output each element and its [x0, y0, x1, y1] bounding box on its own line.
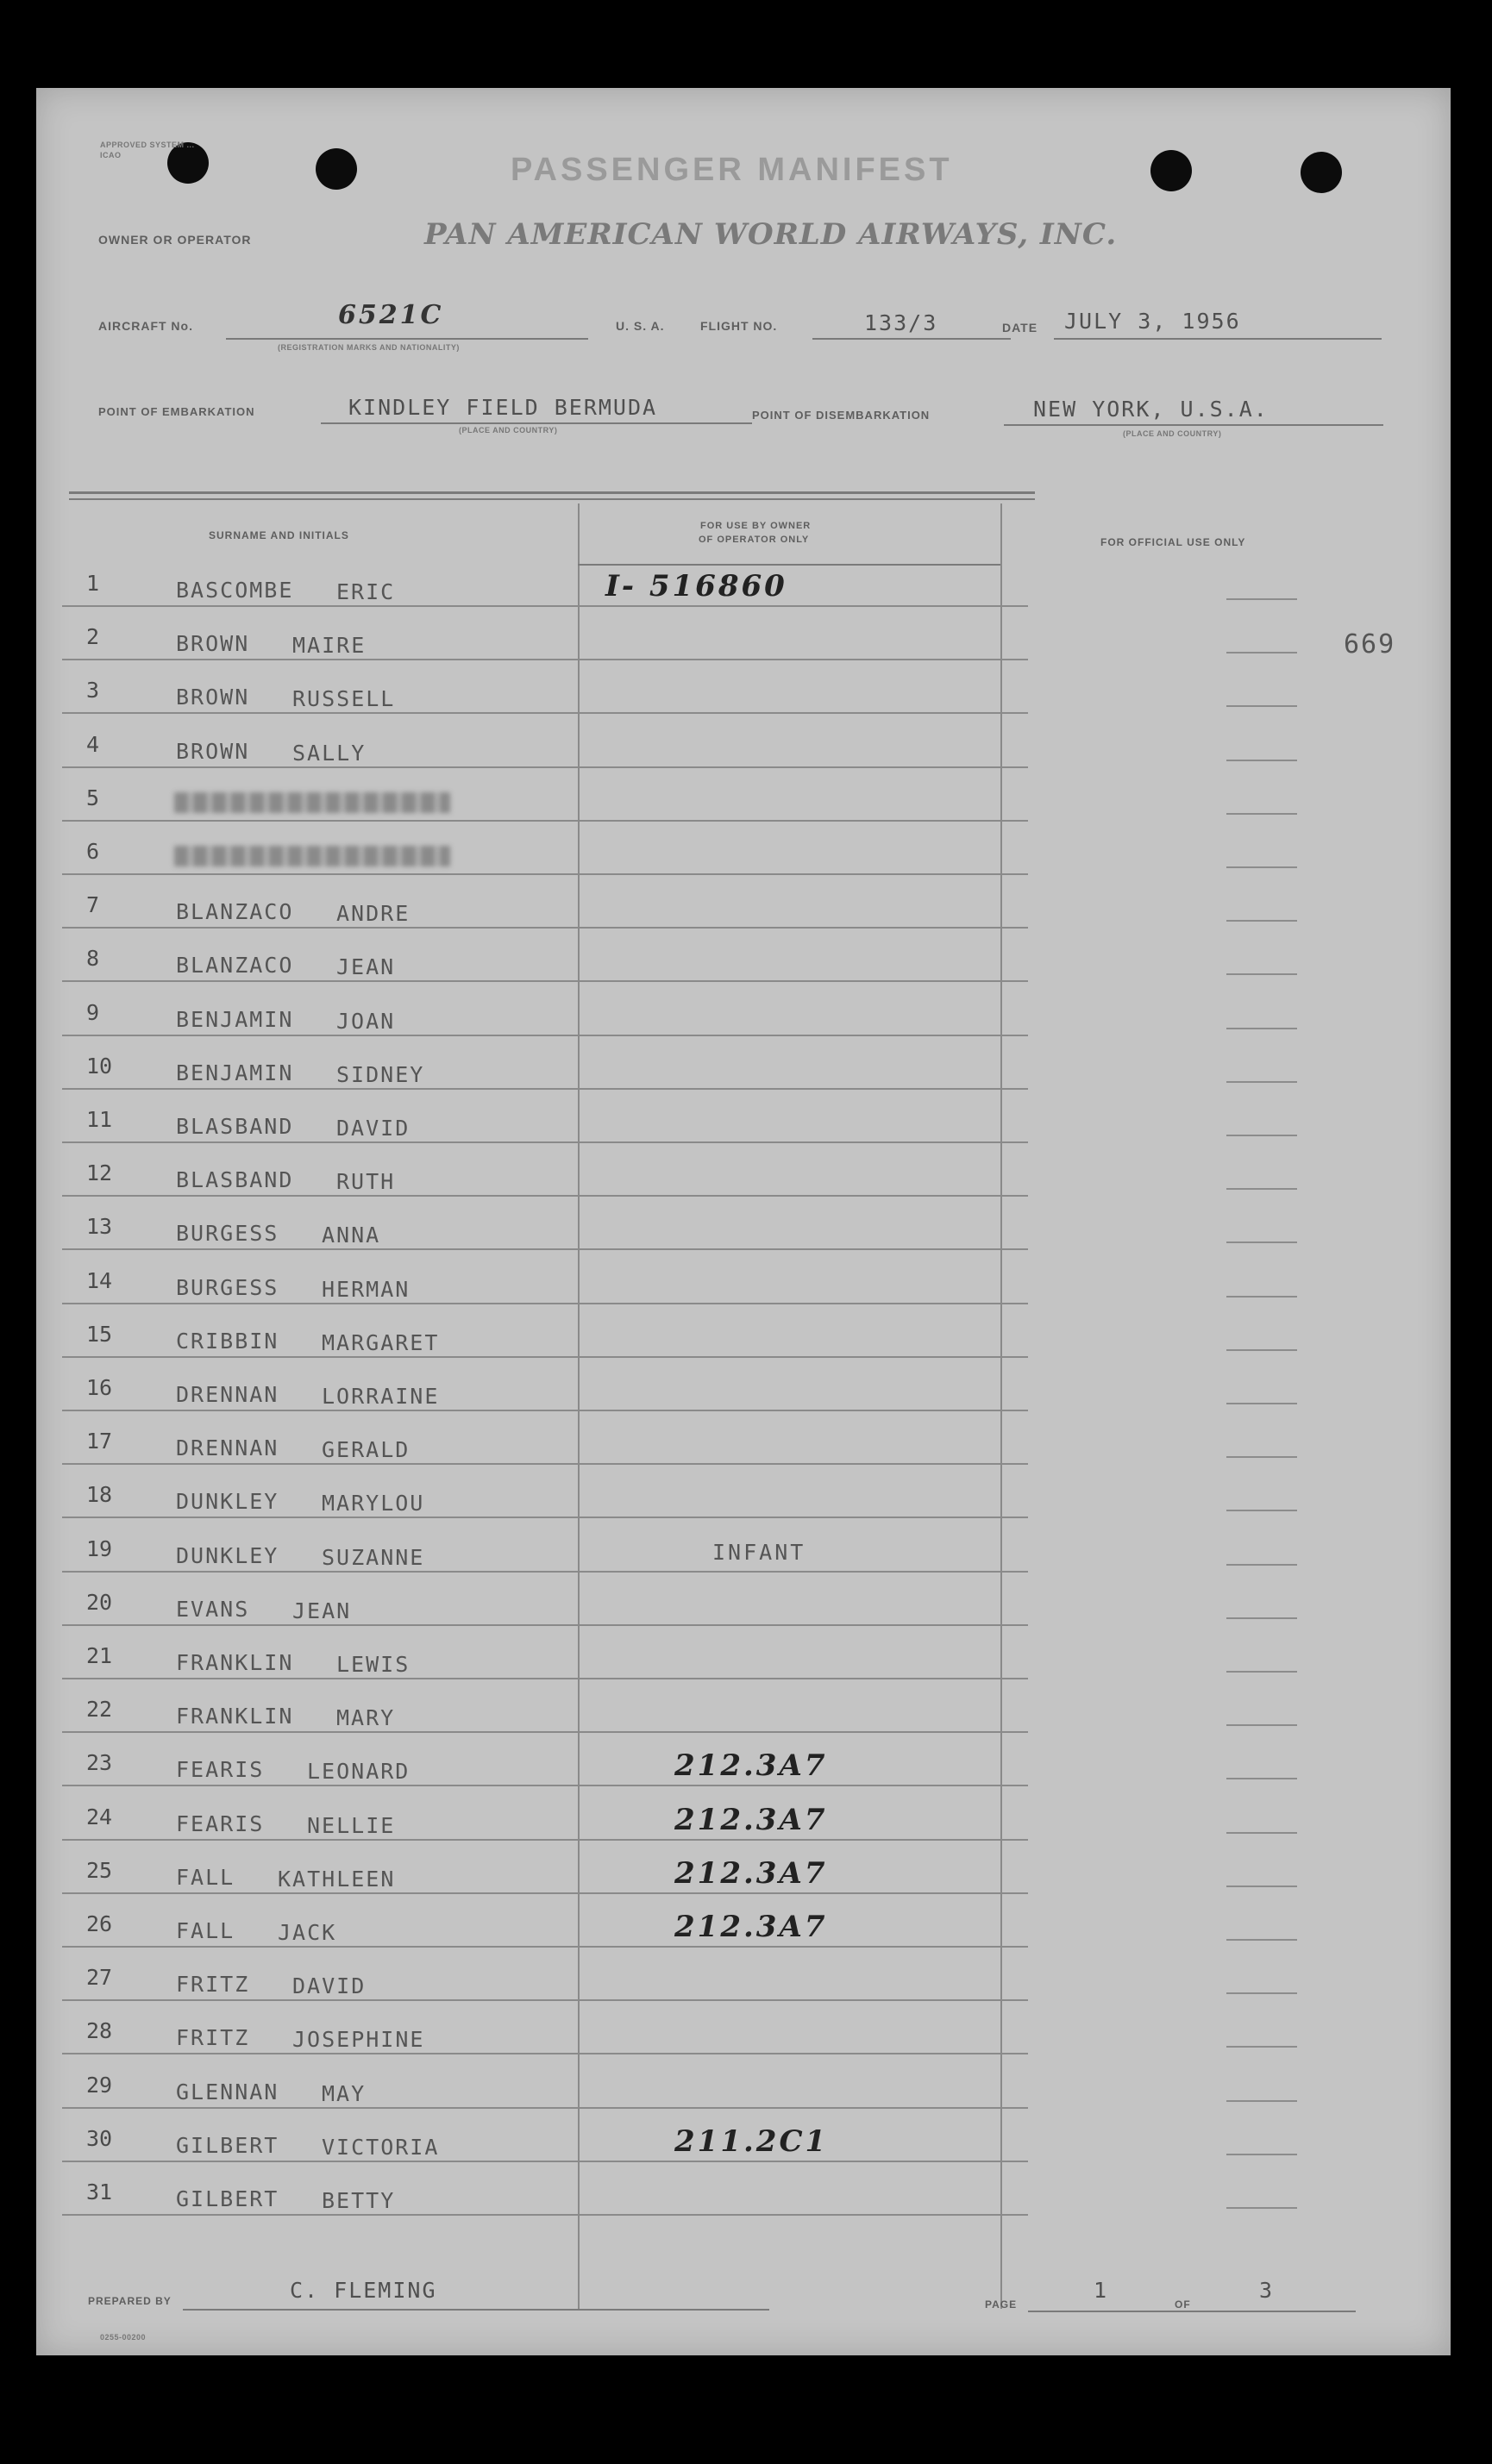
row-rule: [62, 1571, 1028, 1573]
passenger-given-name: VICTORIA: [322, 2134, 440, 2160]
official-use-dash: [1226, 813, 1297, 815]
official-use-dash: [1226, 652, 1297, 654]
passenger-given-name: LEONARD: [307, 1759, 411, 1785]
official-use-dash: [1226, 1832, 1297, 1834]
official-use-dash: [1226, 920, 1297, 922]
row-rule: [62, 873, 1028, 875]
official-use-dash: [1226, 705, 1297, 707]
row-number: 14: [86, 1267, 113, 1293]
form-code: 0255-00200: [100, 2333, 147, 2342]
row-number: 26: [86, 1911, 113, 1936]
passenger-given-name: JEAN: [336, 954, 396, 980]
row-rule: [62, 1195, 1028, 1197]
punch-hole-3: [1150, 150, 1192, 191]
owner-use-entry: 212.3A7: [674, 1802, 828, 1837]
official-use-dash: [1226, 1510, 1297, 1511]
official-use-dash: [1226, 1456, 1297, 1458]
embark-sub: (PLACE AND COUNTRY): [459, 426, 558, 435]
flight-prefix: U. S. A.: [616, 319, 665, 333]
passenger-given-name: DAVID: [292, 1973, 367, 1999]
passenger-surname: DUNKLEY: [176, 1542, 279, 1568]
row-number: 24: [86, 1804, 113, 1829]
passenger-given-name: RUTH: [336, 1169, 396, 1195]
passenger-given-name: MARGARET: [322, 1329, 440, 1355]
row-rule: [62, 1839, 1028, 1841]
official-use-dash: [1226, 866, 1297, 868]
row-number: 20: [86, 1589, 113, 1615]
date-underline: [1054, 338, 1382, 340]
column-header-official-use: FOR OFFICIAL USE ONLY: [1100, 536, 1246, 548]
passenger-surname: DRENNAN: [176, 1435, 279, 1461]
passenger-surname: FRANKLIN: [176, 1704, 294, 1729]
approval-text: APPROVED SYSTEM ... ICAO: [100, 141, 195, 159]
date-value: JULY 3, 1956: [1064, 309, 1241, 334]
margin-number: 669: [1344, 629, 1396, 660]
passenger-given-name: MAY: [322, 2080, 367, 2106]
row-rule: [62, 927, 1028, 929]
passenger-given-name: ANNA: [322, 1223, 381, 1248]
row-number: 6: [86, 839, 100, 864]
row-rule: [62, 766, 1028, 768]
row-rule: [62, 1356, 1028, 1358]
disembark-sub: (PLACE AND COUNTRY): [1123, 429, 1222, 438]
row-number: 7: [86, 892, 100, 918]
aircraft-label: AIRCRAFT No.: [98, 319, 193, 333]
passenger-given-name: LORRAINE: [322, 1384, 440, 1409]
row-number: 30: [86, 2125, 113, 2151]
passenger-given-name: JEAN: [292, 1598, 352, 1623]
official-use-dash: [1226, 1403, 1297, 1404]
prepared-label: PREPARED BY: [88, 2295, 172, 2307]
row-number: 13: [86, 1214, 113, 1240]
official-use-dash: [1226, 598, 1297, 600]
official-use-dash: [1226, 1241, 1297, 1243]
header-bottom-line: [578, 564, 1000, 566]
row-number: 9: [86, 999, 100, 1025]
row-number: 8: [86, 946, 100, 972]
flight-value: 133/3: [864, 310, 938, 335]
row-rule: [62, 2053, 1028, 2054]
row-rule: [62, 2161, 1028, 2162]
passenger-given-name: RUSSELL: [292, 686, 396, 712]
passenger-surname: FALL: [176, 1864, 235, 1890]
prepared-value: C. FLEMING: [290, 2278, 437, 2303]
official-use-dash: [1226, 2207, 1297, 2209]
row-number: 2: [86, 624, 100, 650]
official-use-dash: [1226, 2046, 1297, 2048]
passenger-surname: BLANZACO: [176, 899, 294, 925]
aircraft-sub: (REGISTRATION MARKS AND NATIONALITY): [278, 343, 460, 352]
passenger-surname: DUNKLEY: [176, 1489, 279, 1515]
passenger-surname: FEARIS: [176, 1757, 265, 1783]
passenger-surname: FRITZ: [176, 2025, 250, 2051]
row-rule: [62, 1303, 1028, 1304]
passenger-given-name: SIDNEY: [336, 1061, 425, 1087]
passenger-given-name: NELLIE: [307, 1812, 396, 1838]
redacted-name: [174, 792, 450, 813]
row-number: 3: [86, 678, 100, 704]
passenger-surname: BASCOMBE: [176, 578, 294, 603]
row-number: 31: [86, 2179, 113, 2204]
redacted-name: [174, 846, 450, 866]
page-underline: [1028, 2311, 1356, 2312]
passenger-given-name: KATHLEEN: [278, 1866, 396, 1892]
disembark-underline: [1004, 424, 1383, 426]
row-rule: [62, 1946, 1028, 1948]
passenger-surname: DRENNAN: [176, 1382, 279, 1407]
official-use-dash: [1226, 1081, 1297, 1083]
embark-value: KINDLEY FIELD BERMUDA: [348, 395, 658, 420]
official-use-dash: [1226, 1349, 1297, 1351]
row-rule: [62, 1624, 1028, 1626]
official-use-dash: [1226, 1992, 1297, 1994]
embark-label: POINT OF EMBARKATION: [98, 405, 255, 418]
passenger-given-name: SALLY: [292, 740, 367, 766]
official-use-dash: [1226, 1564, 1297, 1566]
column-header-name: SURNAME AND INITIALS: [209, 529, 349, 541]
row-rule: [62, 2107, 1028, 2109]
passenger-given-name: JOAN: [336, 1008, 396, 1034]
row-rule: [62, 659, 1028, 660]
passenger-surname: BROWN: [176, 685, 250, 710]
owner-use-entry: INFANT: [712, 1539, 806, 1565]
date-label: DATE: [1002, 321, 1038, 335]
punch-hole-2: [316, 148, 357, 190]
aircraft-underline: [226, 338, 588, 340]
passenger-surname: BLANZACO: [176, 953, 294, 979]
column-divider-2: [1000, 503, 1002, 2309]
row-number: 12: [86, 1160, 113, 1186]
passenger-given-name: ERIC: [336, 579, 396, 604]
official-use-dash: [1226, 1617, 1297, 1619]
row-number: 16: [86, 1375, 113, 1400]
passenger-given-name: GERALD: [322, 1437, 411, 1463]
official-use-dash: [1226, 2154, 1297, 2155]
row-number: 5: [86, 785, 100, 810]
row-number: 23: [86, 1750, 113, 1776]
row-number: 21: [86, 1643, 113, 1668]
official-use-dash: [1226, 1296, 1297, 1298]
column-divider-1: [578, 503, 580, 2309]
owner-use-entry: 212.3A7: [674, 1855, 828, 1891]
passenger-surname: BLASBAND: [176, 1167, 294, 1193]
official-use-dash: [1226, 1886, 1297, 1887]
row-number: 25: [86, 1857, 113, 1883]
passenger-surname: GILBERT: [176, 2132, 279, 2158]
passenger-surname: FRANKLIN: [176, 1650, 294, 1675]
owner-value: PAN AMERICAN WORLD AIRWAYS, INC.: [424, 217, 1118, 252]
row-rule: [62, 1141, 1028, 1143]
column-header-owner-use-1: FOR USE BY OWNER: [700, 521, 812, 531]
table-top-border-2: [69, 498, 1035, 500]
of-label: OF: [1175, 2298, 1191, 2311]
passenger-given-name: BETTY: [322, 2188, 396, 2213]
row-rule: [62, 980, 1028, 982]
official-use-dash: [1226, 1188, 1297, 1190]
passenger-surname: CRIBBIN: [176, 1328, 279, 1354]
owner-label: OWNER OR OPERATOR: [98, 233, 252, 247]
passenger-surname: FEARIS: [176, 1810, 265, 1836]
official-use-dash: [1226, 760, 1297, 761]
aircraft-value: 6521C: [338, 300, 444, 330]
row-rule: [62, 1463, 1028, 1465]
row-rule: [62, 1892, 1028, 1894]
official-use-dash: [1226, 1939, 1297, 1941]
row-number: 4: [86, 731, 100, 757]
punch-hole-4: [1301, 152, 1342, 193]
owner-use-entry: 211.2C1: [674, 2123, 829, 2159]
row-rule: [62, 1678, 1028, 1679]
official-use-dash: [1226, 1028, 1297, 1029]
passenger-surname: BROWN: [176, 738, 250, 764]
row-rule: [62, 1785, 1028, 1786]
official-use-dash: [1226, 1671, 1297, 1673]
column-header-owner-use-2: OF OPERATOR ONLY: [699, 535, 810, 545]
passenger-given-name: JACK: [278, 1920, 337, 1945]
passenger-surname: BENJAMIN: [176, 1060, 294, 1085]
flight-underline: [812, 338, 1011, 340]
row-rule: [62, 605, 1028, 607]
passenger-surname: GILBERT: [176, 2186, 279, 2211]
page-label: PAGE: [985, 2298, 1018, 2311]
passenger-surname: FRITZ: [176, 1972, 250, 1998]
page-value: 1: [1094, 2278, 1109, 2303]
flight-label: FLIGHT NO.: [700, 319, 778, 333]
table-top-border: [69, 491, 1035, 494]
passenger-surname: BURGESS: [176, 1274, 279, 1300]
owner-use-entry: 212.3A7: [674, 1748, 828, 1784]
row-number: 18: [86, 1482, 113, 1508]
row-rule: [62, 1517, 1028, 1518]
owner-use-entry: 212.3A7: [674, 1910, 828, 1944]
passenger-given-name: SUZANNE: [322, 1544, 425, 1570]
row-number: 15: [86, 1321, 113, 1347]
passenger-given-name: JOSEPHINE: [292, 2027, 425, 2053]
passenger-surname: FALL: [176, 1918, 235, 1943]
row-rule: [62, 1999, 1028, 2001]
row-rule: [62, 1731, 1028, 1733]
passenger-given-name: MAIRE: [292, 633, 367, 659]
official-use-dash: [1226, 1778, 1297, 1779]
passenger-surname: GLENNAN: [176, 2079, 279, 2104]
passenger-surname: BENJAMIN: [176, 1006, 294, 1032]
row-number: 29: [86, 2072, 113, 2098]
row-number: 27: [86, 1965, 113, 1991]
passenger-surname: BROWN: [176, 631, 250, 657]
passenger-surname: EVANS: [176, 1596, 250, 1622]
form-title: PASSENGER MANIFEST: [511, 152, 953, 188]
row-rule: [62, 820, 1028, 822]
passenger-surname: BLASBAND: [176, 1114, 294, 1139]
row-number: 1: [86, 571, 100, 596]
prepared-underline: [183, 2309, 769, 2311]
of-value: 3: [1259, 2278, 1275, 2303]
row-number: 19: [86, 1535, 113, 1561]
passenger-surname: BURGESS: [176, 1221, 279, 1247]
owner-use-entry: I- 516860: [605, 569, 787, 603]
official-use-dash: [1226, 1724, 1297, 1726]
row-rule: [62, 1088, 1028, 1090]
row-number: 22: [86, 1697, 113, 1723]
disembark-value: NEW YORK, U.S.A.: [1033, 397, 1269, 422]
disembark-label: POINT OF DISEMBARKATION: [752, 409, 931, 422]
row-rule: [62, 1410, 1028, 1411]
official-use-dash: [1226, 973, 1297, 975]
passenger-given-name: HERMAN: [322, 1276, 411, 1302]
row-number: 10: [86, 1053, 113, 1079]
row-number: 17: [86, 1429, 113, 1454]
embark-underline: [321, 422, 752, 424]
row-rule: [62, 712, 1028, 714]
official-use-dash: [1226, 2100, 1297, 2102]
passenger-given-name: MARYLOU: [322, 1491, 425, 1517]
row-rule: [62, 1248, 1028, 1250]
row-rule: [62, 2214, 1028, 2216]
passenger-given-name: DAVID: [336, 1116, 411, 1141]
row-rule: [62, 1035, 1028, 1036]
passenger-given-name: LEWIS: [336, 1652, 411, 1677]
passenger-given-name: MARY: [336, 1705, 396, 1731]
row-number: 28: [86, 2018, 113, 2044]
row-number: 11: [86, 1107, 113, 1132]
official-use-dash: [1226, 1135, 1297, 1136]
passenger-given-name: ANDRE: [336, 901, 411, 927]
manifest-page: [36, 88, 1451, 2355]
